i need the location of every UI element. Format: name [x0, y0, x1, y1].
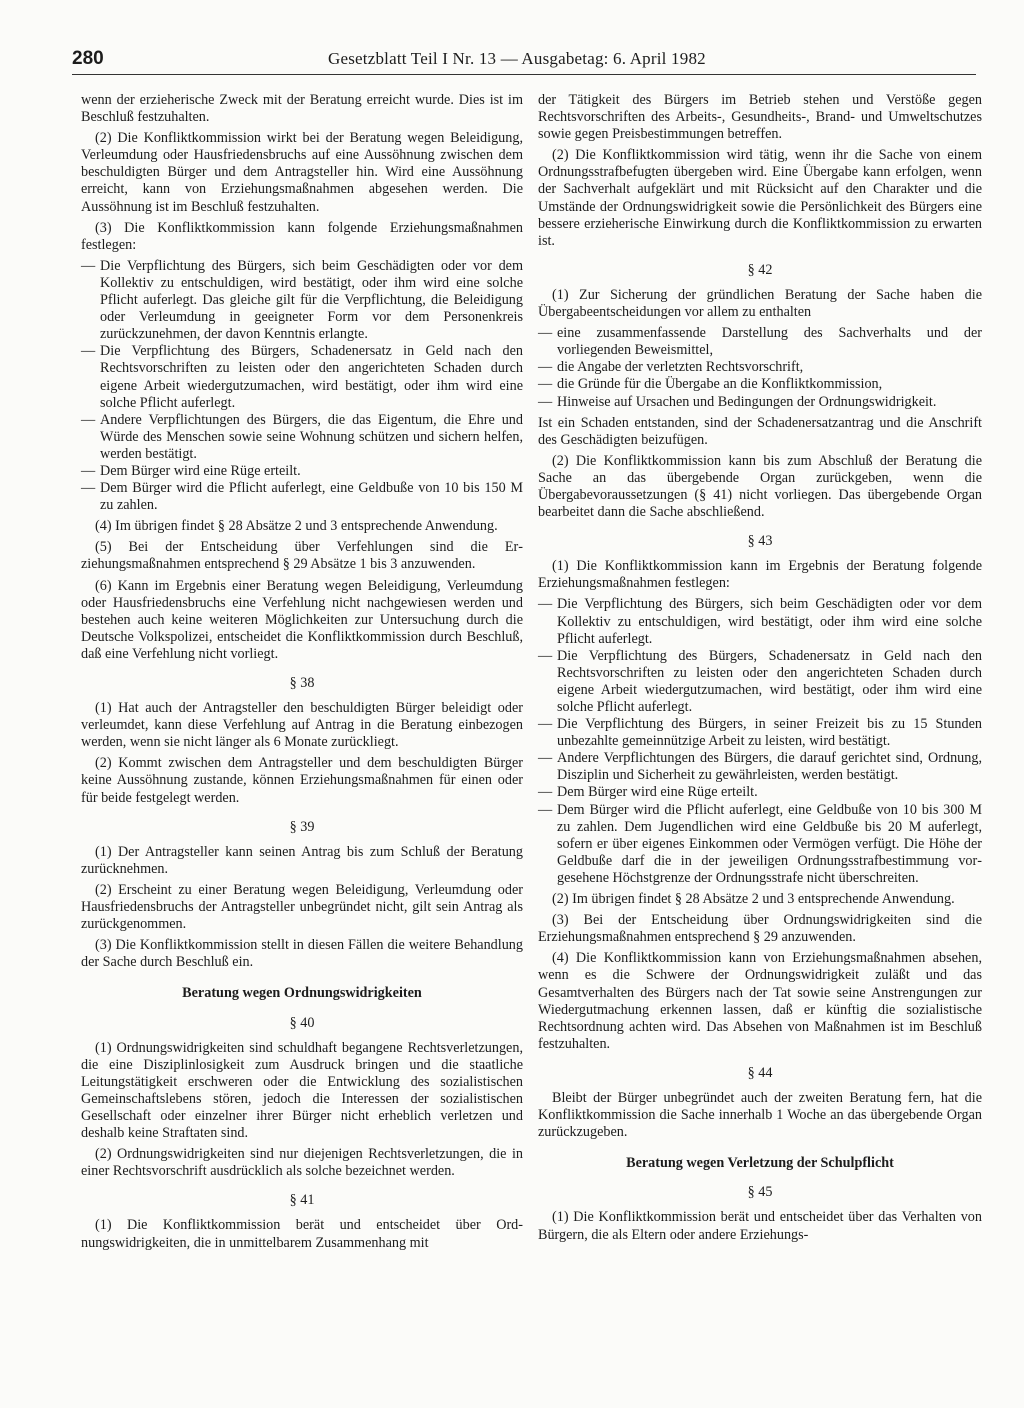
paragraph: (2) Die Konfliktkommission kann bis zum Abschluß der Beratung die Sache an das übergebende Organ zurückgeben, wenn die Übergabevoraussetzungen (§ 41) nicht vorliegen. Das übergebende Organ bearbeitet dann die Sache abschließend.: [538, 452, 982, 521]
paragraph: (1) Hat auch der Antragsteller den beschuldigten Bürger beleidigt oder verleumdet, kann diese Verfehlung auf Antrag in die Beratung einbezogen werden, wenn sie nicht länger als 6 Monate zurückliegt.: [81, 700, 523, 751]
list-item: — Dem Bürger wird eine Rüge erteilt.: [538, 784, 982, 801]
right-list: [538, 325, 982, 410]
paragraph: (2) Ordnungswidrigkeiten sind nur diejenigen Rechtsverletzungen, die in einer Rechtsvorschrift ausdrücklich als solche bezeichnet werden.: [81, 1146, 523, 1180]
section-number: § 38: [289, 675, 315, 691]
paragraph: (6) Kann im Ergebnis einer Beratung wegen Beleidigung, Verleumdung oder Hausfriedensbruchs eine Verfehlung nicht nachgewiesen werden und bestehen auch keine weiteren Möglichkeiten zur Untersuchung durch die Deutsche Volkspolizei, entscheidet die Konfliktkommission durch Beschluß, daß eine Verfehlung nicht vorliegt.: [81, 577, 523, 662]
paragraph: (2) Kommt zwischen dem Antragsteller und dem beschuldigten Bürger keine Aussöhnung zustande, können Erziehungsmaßnahmen für einen oder für beide festgelegt werden.: [81, 755, 523, 806]
section-number: § 41: [289, 1192, 315, 1209]
list-item: — Die Verpflichtung des Bürgers, Schadenersatz in Geld nach den Rechtsvorschriften zu leisten oder den angerichteten Schaden durch eigene Arbeit wiedergutzumachen, wird bestätigt, oder ihm wird eine solche Pflicht auferlegt.: [81, 343, 523, 411]
left-list: [81, 258, 523, 514]
paragraph: wenn der erzieherische Zweck mit der Beratung erreicht wurde. Dies ist im Beschluß festzuhalten.: [81, 92, 523, 126]
section-number: § 42: [747, 261, 773, 278]
paragraph: (4) Im übrigen findet § 28 Absätze 2 und 3 entsprechende Anwendung.: [95, 518, 498, 535]
section-title: Beratung wegen Verletzung der Schulpflicht: [626, 1155, 894, 1172]
list-item: — Andere Verpflichtungen des Bürgers, die das Eigentum, die Ehre und Würde des Menschen sowie seine Wohnung schützen und sichern helfen, werden bestätigt.: [81, 412, 523, 463]
paragraph: (2) Die Konfliktkommission wirkt bei der Beratung wegen Beleidigung, Verleumdung oder Hausfriedensbruchs auf eine Aussöhnung zwischen dem beschuldigten Bürger und dem Antragsteller hin. Wird eine Aussöhnung erreicht, kann von Erziehungsmaßnahmen abgesehen werden. Die Aussöhnung ist im Beschluß festzuhalten.: [81, 130, 523, 215]
list-item: — Dem Bürger wird die Pflicht auferlegt, eine Geldbuße von 10 bis 300 M zu zahlen. Dem Jugendlichen wird eine Geldbuße bis 20 M auferlegt, sofern er über eigenes Einkommen oder Vermögen verfügt. Die Höhe der Geldbuße darf die in der jeweiligen Ordnungsstrafbestimmung vorgesehene Höchstgrenze der Ordnungsstrafe nicht überschreiten.: [538, 802, 982, 887]
paragraph: (1) Die Konfliktkommission kann im Ergebnis der Beratung folgende Erziehungsmaßnahmen festlegen:: [538, 558, 982, 592]
section-number: § 40: [289, 1014, 315, 1031]
paragraph: der Tätigkeit des Bürgers im Betrieb stehen und Verstöße gegen Rechtsvorschriften des Arbeits-, Gesundheits-, Brand- und Umweltschutzes sowie gegen Preisbestimmungen betreffen.: [538, 92, 982, 143]
paragraph: (1) Der Antragsteller kann seinen Antrag bis zum Schluß der Beratung zurücknehmen.: [81, 843, 523, 877]
page-header: [72, 46, 976, 75]
paragraph: Bleibt der Bürger unbegründet auch der zweiten Beratung fern, hat die Konfliktkommission die Sache innerhalb 1 Woche an das übergebende Organ zurückzugeben.: [538, 1089, 982, 1141]
list-item: — Die Verpflichtung des Bürgers, sich beim Geschädigten oder vor dem Kollektiv zu entschuldigen, wird bestätigt, oder ihm wird eine solche Pflicht auferlegt. Das gleiche gilt für die Verpflichtung, die Beleidigung oder Verleumdung in geeigneter Form vor dem Personenkreis zurückzunehmen, der davon Kenntnis erlangte.: [81, 258, 523, 343]
section-number: § 45: [747, 1184, 773, 1201]
list-item: — Dem Bürger wird eine Rüge erteilt.: [81, 463, 523, 480]
paragraph: (3) Die Konfliktkommission kann folgende Erziehungsmaßnahmen festlegen:: [81, 219, 523, 253]
running-title: Gesetzblatt Teil I Nr. 13 — Ausgabetag: 6. April 1982: [328, 49, 706, 68]
list-item: — Andere Verpflichtungen des Bürgers, die darauf gerichtet sind, Ordnung, Disziplin und Sicherheit zu gewährleisten, werden bestätigt.: [538, 750, 982, 784]
paragraph: (2) Erscheint zu einer Beratung wegen Beleidigung, Verleumdung oder Hausfriedensbruchs der Antragsteller unbegründet nicht, gilt sein Antrag als zurückgenommen.: [81, 881, 523, 933]
section-number: § 39: [289, 818, 315, 835]
paragraph: (2) Im übrigen findet § 28 Absätze 2 und 3 entsprechende Anwendung.: [552, 891, 955, 908]
section-number: § 44: [747, 1064, 773, 1081]
paragraph: (3) Die Konfliktkommission stellt in diesen Fällen die weitere Behandlung der Sache durch Beschluß ein.: [81, 937, 523, 971]
list-item: — Die Verpflichtung des Bürgers, sich beim Geschädigten oder vor dem Kollektiv zu entschuldigen, wird bestätigt, oder ihm wird eine solche Pflicht auferlegt.: [538, 596, 982, 647]
paragraph: (1) Ordnungswidrigkeiten sind schuldhaft begangene Rechtsverletzungen, die eine Disziplinlosigkeit zum Ausdruck bringen und die staatliche Leitungstätigkeit erschweren oder die Entwicklung des sozialistischen Gemeinschaftslebens stören, jedoch die Interessen der sozialistischen Gesellschaft oder einzelner ihrer Bürger nicht erheblich verletzen und deshalb keine Straftaten sind.: [81, 1039, 523, 1142]
paragraph: (5) Bei der Entscheidung über Verfehlungen sind die Erziehungsmaßnahmen entsprechend § 29 Absätze 1 bis 3 anzuwenden.: [81, 539, 523, 573]
list-item: — Dem Bürger wird die Pflicht auferlegt, eine Geldbuße von 10 bis 150 M zu zahlen.: [81, 480, 523, 514]
list-item: — Hinweise auf Ursachen und Bedingungen der Ordnungswidrigkeit.: [538, 394, 982, 411]
paragraph: (2) Die Konfliktkommission wird tätig, wenn ihr die Sache von einem Ordnungsstrafbefugten übergeben wird. Eine Übergabe kann erfolgen, wenn der Sachverhalt aufgeklärt und mit Rücksicht auf den Charakter und die Umstände der Ordnungswidrigkeit sowie die Persönlichkeit des Bürgers eine bessere erzieherische Einwirkung durch die Konfliktkommission zu erwarten ist.: [538, 147, 982, 249]
section-title: Beratung wegen Ordnungswidrigkeiten: [182, 985, 422, 1002]
paragraph: (1) Die Konfliktkommission berät und entscheidet über das Verhalten von Bürgern, die als Eltern oder andere Erziehungs-: [538, 1209, 982, 1243]
right-column: [538, 92, 982, 1248]
page-number: 280: [72, 48, 104, 69]
paragraph: (3) Bei der Entscheidung über Ordnungswidrigkeiten sind die Erziehungsmaßnahmen entsprechend § 29 anzuwenden.: [538, 912, 982, 946]
paragraph: (1) Die Konfliktkommission berät und entscheidet über Ordnungswidrigkeiten, die in unmittelbarem Zusammenhang mit: [81, 1217, 523, 1251]
list-item: — Die Verpflichtung des Bürgers, in seiner Freizeit bis zu 15 Stunden unbezahlte gemeinnützige Arbeit zu leisten, wird bestätigt.: [538, 716, 982, 750]
list-item: — die Angabe der verletzten Rechtsvorschrift,: [538, 359, 982, 376]
paragraph: Ist ein Schaden entstanden, sind der Schadenersatzantrag und die Anschrift des Geschädigten beizufügen.: [538, 414, 982, 448]
paragraph: (1) Zur Sicherung der gründlichen Beratung der Sache haben die Übergabeentscheidungen vor allem zu enthalten: [538, 286, 982, 321]
list-item: — eine zusammenfassende Darstellung des Sachverhalts und der vorliegenden Beweismittel,: [538, 325, 982, 359]
list-item: — die Gründe für die Übergabe an die Konfliktkommission,: [538, 376, 982, 393]
right-list: [538, 596, 982, 887]
left-column: [81, 92, 523, 1256]
section-number: § 43: [747, 533, 773, 550]
list-item: — Die Verpflichtung des Bürgers, Schadenersatz in Geld nach den Rechtsvorschriften zu leisten oder den angerichteten Schaden durch eigene Arbeit wiedergutzumachen, wird bestätigt, oder ihm wird eine solche Pflicht auferlegt.: [538, 648, 982, 716]
paragraph: (4) Die Konfliktkommission kann von Erziehungsmaßnahmen absehen, wenn es die Schwere der Ordnungswidrigkeit zuläßt und das Gesamtverhalten des Bürgers nach der Tat sowie seine Anstrengungen zur Wiedergutmachung erkennen lassen, daß er künftig die sozialistische Rechtsordnung achten wird. Das Absehen von Maßnahmen ist im Beschluß festzuhalten.: [538, 950, 982, 1052]
